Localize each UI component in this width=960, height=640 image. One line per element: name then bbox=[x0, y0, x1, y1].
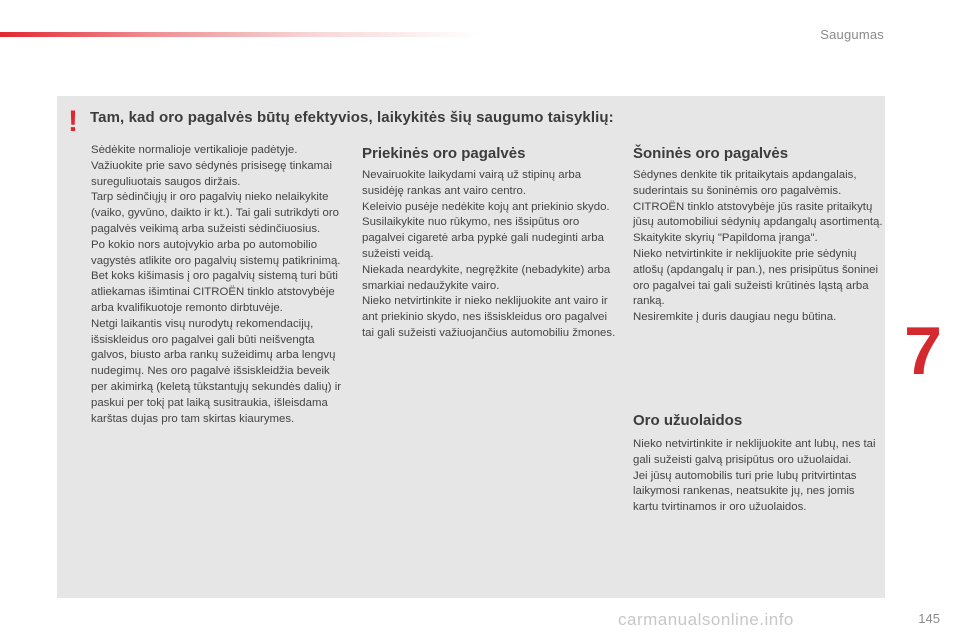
paragraph: Keleivio pusėje nedėkite kojų ant priekinio skydo. bbox=[362, 200, 610, 213]
paragraph: Nieko netvirtinkite ir nieko neklijuokite ant vairo ir ant priekinio skydo, nes išsiskleidus oro pagalvei tai gali sužeisti važiuojančius automobiliu žmones. bbox=[362, 295, 616, 339]
curtain-airbags-column bbox=[633, 437, 883, 516]
side-airbags-column bbox=[633, 168, 883, 326]
watermark: carmanualsonline.info bbox=[618, 610, 794, 629]
chapter-number: 7 bbox=[904, 313, 942, 389]
section-title: Saugumas bbox=[820, 27, 884, 42]
header-accent-bar bbox=[0, 32, 480, 37]
main-heading: Tam, kad oro pagalvės būtų efektyvios, laikykitės šių saugumo taisyklių: bbox=[90, 109, 614, 126]
front-airbags-heading: Priekinės oro pagalvės bbox=[362, 145, 526, 162]
side-airbags-heading: Šoninės oro pagalvės bbox=[633, 145, 789, 162]
paragraph: Nesiremkite į duris daugiau negu būtina. bbox=[633, 311, 837, 324]
paragraph: Jei jūsų automobilis turi prie lubų pritvirtintas laikymosi rankenas, neatsukite jų, nes jomis kartu tvirtinamos ir oro užuolaidos. bbox=[633, 469, 857, 514]
curtain-airbags-heading: Oro užuolaidos bbox=[633, 412, 743, 429]
paragraph: Tarp sėdinčiųjų ir oro pagalvių nieko nelaikykite (vaiko, gyvūno, daikto ir kt.). Tai gali sutrikdyti oro pagalvės veikimą arba sužeisti sėdinčiuosius. bbox=[91, 191, 339, 235]
paragraph: Važiuokite prie savo sėdynės prisisegę tinkamai sureguliuotais saugos diržais. bbox=[91, 159, 333, 188]
page-number: 145 bbox=[918, 611, 940, 626]
paragraph: Nieko netvirtinkite ir neklijuokite prie sėdynių atlošų (apdangalų ir pan.), nes prisipūtus šoninei oro pagalvei tai gali sužeisti krūtinės ląstą arba ranką. bbox=[633, 247, 879, 308]
paragraph: Skaitykite skyrių "Papildoma įranga". bbox=[633, 232, 818, 245]
paragraph: Nieko netvirtinkite ir neklijuokite ant lubų, nes tai gali sužeisti galvą prisipūtus oro užuolaidai. bbox=[633, 438, 876, 466]
paragraph: Sėdėkite normalioje vertikalioje padėtyje. bbox=[91, 144, 298, 156]
paragraph: Sėdynes denkite tik pritaikytais apdangalais, suderintais su šoninėmis oro pagalvėmis. CITROËN tinklo atstovybėje jūs rasite pritaikytų jūsų automobiliui sėdynių apdangalų asortimentą. bbox=[633, 169, 883, 229]
paragraph: Susilaikykite nuo rūkymo, nes išsipūtus oro pagalvei cigaretė arba pypkė gali nudeginti arba sužeisti veidą. bbox=[362, 216, 604, 260]
paragraph: Po kokio nors autoįvykio arba po automobilio vagystės atlikite oro pagalvių sistemų patikrinimą. bbox=[91, 238, 341, 267]
intro-column bbox=[91, 143, 349, 427]
paragraph: Niekada neardykite, negręžkite (nebadykite) arba smarkiai nedaužykite vairo. bbox=[362, 263, 611, 292]
paragraph: Netgi laikantis visų nurodytų rekomendacijų, išsiskleidus oro pagalvei gali būti neišvengta galvos, biusto arba rankų sužeidimų arba lengvų nudegimų. Nes oro pagalvė išsiskleidžia beveik per akimirką (keletą tūkstantųjų sekundės dalių) ir paskui per tokį pat laiką susitraukia, išleisdama karštas dujas pro tam skirtas kiaurymes. bbox=[91, 317, 342, 425]
paragraph: Bet koks kišimasis į oro pagalvių sistemą turi būti atliekamas išimtinai CITROËN tinklo atstovybėje arba kvalifikuotoje remonto dirbtuvėje. bbox=[91, 270, 338, 314]
paragraph: Nevairuokite laikydami vairą už stipinų arba susidėję rankas ant vairo centro. bbox=[362, 169, 582, 197]
exclamation-warning-icon: ! bbox=[68, 105, 78, 138]
front-airbags-column bbox=[362, 168, 620, 342]
